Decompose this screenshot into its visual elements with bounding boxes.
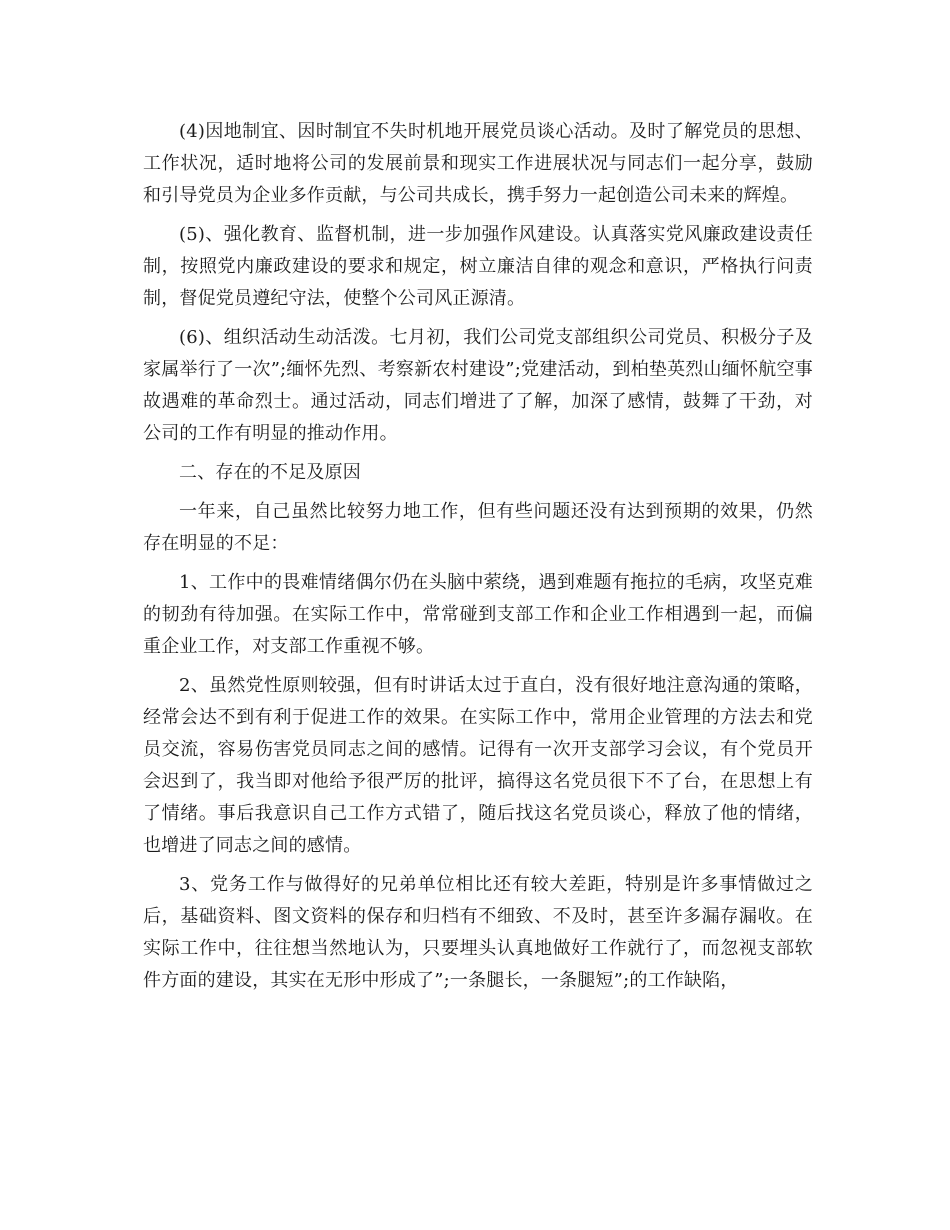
- section-heading: 二、存在的不足及原因: [179, 462, 361, 483]
- paragraph-4: (4)因地制宜、因时制宜不失时机地开展党员谈心活动。及时了解党员的思想、工作状况，适时地将公司的发展前景和现实工作进展状况与同志们一起分享，鼓励和引导党员为企业多作贡献，与公司共成长，携手努力一起创造公司未来的辉煌。: [143, 121, 813, 206]
- document-body: [143, 116, 813, 1004]
- paragraph-shortcoming-3: 3、党务工作与做得好的兄弟单位相比还有较大差距，特别是许多事情做过之后，基础资料、图文资料的保存和归档有不细致、不及时，甚至许多漏存漏收。在实际工作中，往往想当然地认为，只要埋头认真地做好工作就行了，而忽视支部软件方面的建设，其实在无形中形成了”;一条腿长，一条腿短”;的工作缺陷，: [143, 874, 813, 991]
- paragraph-shortcoming-2: 2、虽然党性原则较强，但有时讲话太过于直白，没有很好地注意沟通的策略，经常会达不到有利于促进工作的效果。在实际工作中，常用企业管理的方法去和党员交流，容易伤害党员同志之间的感情。记得有一次开支部学习会议，有个党员开会迟到了，我当即对他给予很严厉的批评，搞得这名党员很下不了台，在思想上有了情绪。事后我意识自己工作方式错了，随后找这名党员谈心，释放了他的情绪，也增进了同志之间的感情。: [143, 675, 813, 856]
- paragraph-5: (5)、强化教育、监督机制，进一步加强作风建设。认真落实党风廉政建设责任制，按照党内廉政建设的要求和规定，树立廉洁自律的观念和意识，严格执行问责制，督促党员遵纪守法，使整个公司风正源清。: [143, 224, 813, 309]
- paragraph-shortcoming-1: 1、工作中的畏难情绪偶尔仍在头脑中萦绕，遇到难题有拖拉的毛病，攻坚克难的韧劲有待加强。在实际工作中，常常碰到支部工作和企业工作相遇到一起，而偏重企业工作，对支部工作重视不够。: [143, 572, 813, 657]
- paragraph-intro: 一年来，自己虽然比较努力地工作，但有些问题还没有达到预期的效果，仍然存在明显的不足：: [143, 501, 813, 554]
- paragraph-6: (6)、组织活动生动活泼。七月初，我们公司党支部组织公司党员、积极分子及家属举行了一次”;缅怀先烈、考察新农村建设”;党建活动，到柏垫英烈山缅怀航空事故遇难的革命烈士。通过活动，同志们增进了了解，加深了感情，鼓舞了干劲，对公司的工作有明显的推动作用。: [143, 327, 813, 444]
